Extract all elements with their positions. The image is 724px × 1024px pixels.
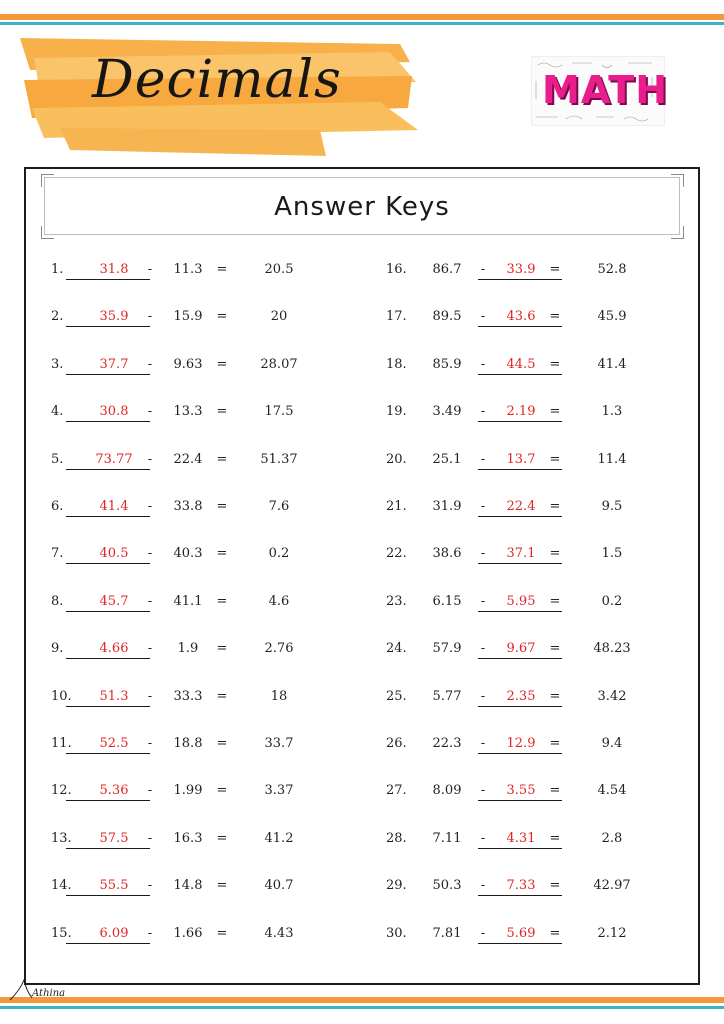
answer-underline: [66, 706, 150, 707]
result-value: 33.7: [264, 736, 294, 751]
minus-sign: -: [480, 546, 486, 561]
minus-sign: -: [480, 499, 486, 514]
equals-sign: =: [216, 831, 228, 846]
corner-ornament: [41, 226, 54, 239]
answer-value: 5.95: [506, 594, 536, 609]
minus-sign: -: [147, 594, 153, 609]
page-title: Decimals: [92, 50, 342, 110]
subtrahend: 14.8: [173, 878, 203, 893]
minuend: 22.3: [432, 736, 462, 751]
minuend: 86.7: [432, 262, 462, 277]
problem-number: 20.: [386, 452, 407, 467]
answer-value: 33.9: [506, 262, 536, 277]
result-value: 1.5: [601, 546, 623, 561]
equals-sign: =: [216, 404, 228, 419]
equals-sign: =: [216, 594, 228, 609]
answer-value: 5.69: [506, 926, 536, 941]
problem-number: 27.: [386, 783, 407, 798]
subtrahend: 41.1: [173, 594, 203, 609]
answer-underline: [478, 421, 562, 422]
minus-sign: -: [147, 357, 153, 372]
subtrahend: 33.3: [173, 689, 203, 704]
result-value: 1.3: [601, 404, 623, 419]
equals-sign: =: [216, 641, 228, 656]
answer-keys-header: [44, 177, 680, 235]
signature: Athina: [32, 988, 66, 999]
problem-number: 26.: [386, 736, 407, 751]
answer-value: 37.1: [506, 546, 536, 561]
top-orange-stripe: [0, 14, 724, 20]
result-value: 0.2: [268, 546, 290, 561]
minus-sign: -: [147, 309, 153, 324]
bottom-teal-stripe: [0, 1006, 724, 1009]
problem-number: 6.: [51, 499, 64, 514]
problem-number: 1.: [51, 262, 64, 277]
minus-sign: -: [480, 404, 486, 419]
problem-number: 29.: [386, 878, 407, 893]
answer-underline: [66, 516, 150, 517]
result-value: 0.2: [601, 594, 623, 609]
minus-sign: -: [147, 546, 153, 561]
subtrahend: 9.63: [173, 357, 203, 372]
problem-number: 28.: [386, 831, 407, 846]
minus-sign: -: [147, 783, 153, 798]
equals-sign: =: [216, 926, 228, 941]
problem-number: 25.: [386, 689, 407, 704]
answer-underline: [478, 943, 562, 944]
result-value: 42.97: [593, 878, 631, 893]
problem-number: 5.: [51, 452, 64, 467]
minuend: 8.09: [432, 783, 462, 798]
answer-value: 35.9: [99, 309, 129, 324]
equals-sign: =: [216, 262, 228, 277]
equals-sign: =: [549, 546, 561, 561]
subtrahend: 18.8: [173, 736, 203, 751]
answer-underline: [478, 563, 562, 564]
answer-value: 3.55: [506, 783, 536, 798]
answer-value: 44.5: [506, 357, 536, 372]
answer-underline: [478, 611, 562, 612]
answer-value: 52.5: [99, 736, 129, 751]
minus-sign: -: [480, 357, 486, 372]
minuend: 38.6: [432, 546, 462, 561]
problem-number: 14.: [51, 878, 72, 893]
minus-sign: -: [147, 878, 153, 893]
result-value: 41.4: [597, 357, 627, 372]
minus-sign: -: [480, 689, 486, 704]
answer-underline: [66, 421, 150, 422]
corner-ornament: [671, 174, 684, 187]
result-value: 3.37: [264, 783, 294, 798]
subtrahend: 13.3: [173, 404, 203, 419]
result-value: 40.7: [264, 878, 294, 893]
subtrahend: 33.8: [173, 499, 203, 514]
equals-sign: =: [216, 546, 228, 561]
result-value: 28.07: [260, 357, 298, 372]
answer-underline: [478, 469, 562, 470]
answer-value: 55.5: [99, 878, 129, 893]
result-value: 4.54: [597, 783, 627, 798]
answer-underline: [66, 326, 150, 327]
corner-ornament: [41, 174, 54, 187]
equals-sign: =: [216, 689, 228, 704]
answer-underline: [478, 848, 562, 849]
equals-sign: =: [549, 357, 561, 372]
answer-value: 2.19: [506, 404, 536, 419]
answer-underline: [66, 279, 150, 280]
answer-underline: [478, 706, 562, 707]
answer-underline: [478, 279, 562, 280]
answer-underline: [66, 469, 150, 470]
answer-value: 51.3: [99, 689, 129, 704]
problem-number: 3.: [51, 357, 64, 372]
math-logo-text: MATH: [542, 68, 668, 112]
answer-underline: [478, 658, 562, 659]
top-teal-stripe: [0, 22, 724, 25]
problem-number: 13.: [51, 831, 72, 846]
problem-number: 11.: [51, 736, 72, 751]
equals-sign: =: [549, 926, 561, 941]
minus-sign: -: [480, 452, 486, 467]
result-value: 20: [270, 309, 288, 324]
minuend: 50.3: [432, 878, 462, 893]
answer-underline: [66, 895, 150, 896]
result-value: 2.8: [601, 831, 623, 846]
equals-sign: =: [549, 309, 561, 324]
equals-sign: =: [549, 878, 561, 893]
minus-sign: -: [480, 926, 486, 941]
answer-value: 2.35: [506, 689, 536, 704]
result-value: 48.23: [593, 641, 631, 656]
minuend: 5.77: [432, 689, 462, 704]
equals-sign: =: [549, 831, 561, 846]
minuend: 25.1: [432, 452, 462, 467]
result-value: 41.2: [264, 831, 294, 846]
section-title: Answer Keys: [274, 192, 450, 222]
answer-value: 7.33: [506, 878, 536, 893]
problem-number: 10.: [51, 689, 72, 704]
minuend: 89.5: [432, 309, 462, 324]
result-value: 2.76: [264, 641, 294, 656]
answer-value: 57.5: [99, 831, 129, 846]
problem-number: 9.: [51, 641, 64, 656]
answer-underline: [66, 800, 150, 801]
answer-value: 6.09: [99, 926, 129, 941]
result-value: 9.5: [601, 499, 623, 514]
result-value: 20.5: [264, 262, 294, 277]
problem-number: 12.: [51, 783, 72, 798]
subtrahend: 11.3: [173, 262, 203, 277]
equals-sign: =: [549, 783, 561, 798]
problem-number: 18.: [386, 357, 407, 372]
problem-number: 23.: [386, 594, 407, 609]
problem-number: 19.: [386, 404, 407, 419]
minus-sign: -: [480, 783, 486, 798]
answer-value: 4.66: [99, 641, 129, 656]
answer-underline: [478, 374, 562, 375]
subtrahend: 1.99: [173, 783, 203, 798]
problem-number: 15.: [51, 926, 72, 941]
subtrahend: 1.9: [177, 641, 199, 656]
minus-sign: -: [147, 262, 153, 277]
answer-underline: [66, 658, 150, 659]
subtrahend: 22.4: [173, 452, 203, 467]
answer-underline: [66, 563, 150, 564]
answer-value: 73.77: [95, 452, 133, 467]
subtrahend: 16.3: [173, 831, 203, 846]
answer-value: 31.8: [99, 262, 129, 277]
answer-value: 30.8: [99, 404, 129, 419]
corner-ornament: [671, 226, 684, 239]
answer-underline: [66, 943, 150, 944]
result-value: 18: [270, 689, 288, 704]
minus-sign: -: [480, 594, 486, 609]
answer-underline: [478, 800, 562, 801]
minus-sign: -: [147, 641, 153, 656]
minus-sign: -: [480, 262, 486, 277]
answer-underline: [66, 374, 150, 375]
answer-value: 40.5: [99, 546, 129, 561]
minus-sign: -: [147, 452, 153, 467]
minuend: 57.9: [432, 641, 462, 656]
minuend: 7.81: [432, 926, 462, 941]
minus-sign: -: [480, 831, 486, 846]
problem-number: 21.: [386, 499, 407, 514]
minuend: 7.11: [432, 831, 462, 846]
result-value: 2.12: [597, 926, 627, 941]
result-value: 51.37: [260, 452, 298, 467]
problem-number: 8.: [51, 594, 64, 609]
answer-value: 9.67: [506, 641, 536, 656]
equals-sign: =: [216, 452, 228, 467]
answer-value: 12.9: [506, 736, 536, 751]
equals-sign: =: [549, 452, 561, 467]
minus-sign: -: [480, 878, 486, 893]
answer-underline: [66, 848, 150, 849]
result-value: 7.6: [268, 499, 290, 514]
equals-sign: =: [216, 878, 228, 893]
answer-underline: [478, 326, 562, 327]
answer-value: 41.4: [99, 499, 129, 514]
problem-number: 2.: [51, 309, 64, 324]
subtrahend: 1.66: [173, 926, 203, 941]
answer-value: 43.6: [506, 309, 536, 324]
result-value: 52.8: [597, 262, 627, 277]
result-value: 17.5: [264, 404, 294, 419]
minus-sign: -: [480, 309, 486, 324]
minus-sign: -: [480, 736, 486, 751]
problem-number: 4.: [51, 404, 64, 419]
equals-sign: =: [549, 689, 561, 704]
answer-underline: [478, 895, 562, 896]
answer-value: 5.36: [99, 783, 129, 798]
answer-value: 13.7: [506, 452, 536, 467]
problem-number: 16.: [386, 262, 407, 277]
problem-number: 7.: [51, 546, 64, 561]
result-value: 3.42: [597, 689, 627, 704]
minus-sign: -: [147, 404, 153, 419]
equals-sign: =: [549, 404, 561, 419]
bottom-orange-stripe: [0, 997, 724, 1003]
subtrahend: 40.3: [173, 546, 203, 561]
problem-number: 24.: [386, 641, 407, 656]
minus-sign: -: [480, 641, 486, 656]
problem-number: 22.: [386, 546, 407, 561]
result-value: 4.43: [264, 926, 294, 941]
equals-sign: =: [549, 499, 561, 514]
answer-underline: [66, 611, 150, 612]
result-value: 9.4: [601, 736, 623, 751]
problem-number: 30.: [386, 926, 407, 941]
minuend: 85.9: [432, 357, 462, 372]
result-value: 45.9: [597, 309, 627, 324]
result-value: 11.4: [597, 452, 627, 467]
equals-sign: =: [216, 499, 228, 514]
minuend: 31.9: [432, 499, 462, 514]
answer-value: 45.7: [99, 594, 129, 609]
equals-sign: =: [216, 736, 228, 751]
minus-sign: -: [147, 689, 153, 704]
equals-sign: =: [216, 309, 228, 324]
answer-value: 37.7: [99, 357, 129, 372]
answer-value: 22.4: [506, 499, 536, 514]
subtrahend: 15.9: [173, 309, 203, 324]
minuend: 3.49: [432, 404, 462, 419]
equals-sign: =: [549, 641, 561, 656]
equals-sign: =: [549, 736, 561, 751]
answer-value: 4.31: [506, 831, 536, 846]
equals-sign: =: [216, 357, 228, 372]
answer-underline: [478, 516, 562, 517]
equals-sign: =: [216, 783, 228, 798]
minuend: 6.15: [432, 594, 462, 609]
minus-sign: -: [147, 831, 153, 846]
minus-sign: -: [147, 499, 153, 514]
answer-underline: [66, 753, 150, 754]
result-value: 4.6: [268, 594, 290, 609]
worksheet-frame: [24, 167, 700, 985]
minus-sign: -: [147, 736, 153, 751]
math-logo: [531, 56, 668, 126]
answer-underline: [478, 753, 562, 754]
equals-sign: =: [549, 262, 561, 277]
problem-number: 17.: [386, 309, 407, 324]
equals-sign: =: [549, 594, 561, 609]
minus-sign: -: [147, 926, 153, 941]
